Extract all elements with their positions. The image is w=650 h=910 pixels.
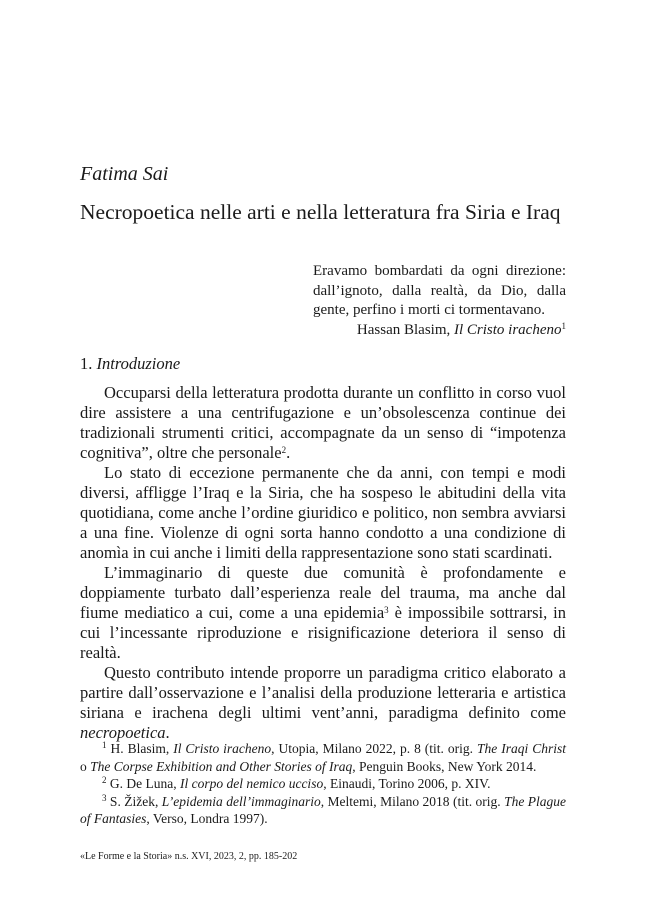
paragraph-1-text: Occuparsi della letteratura prodotta durante un conflitto in corso vuol dire assistere a una centrifugazione e un’obsolescenza continue dei tradizionali strumenti critici, accompagnate da un senso di “impotenza cognitiva”, oltre che personale [80, 383, 566, 462]
paragraph-3-text-a: L’immaginario di queste due comunità è profondamente e doppiamente turbato dall’esperienza reale del trauma, ma anche dal fiume mediatico a cui, come a una epidemia [80, 563, 566, 622]
footnote-1-italic: The Iraqi Christ [477, 741, 566, 756]
paragraph-1-end: . [286, 443, 291, 462]
footnote-1-italic: Il Cristo iracheno [173, 741, 272, 756]
journal-footer: «Le Forme e la Storia» n.s. XVI, 2023, 2, pp. 185-202 [80, 851, 298, 862]
footnote-3-number: 3 [102, 792, 107, 803]
paragraph-3-text-b: è impossibile sottrarsi, in cui l’incessante riproduzione e risignificazione deteriora il senso di realtà. [80, 603, 566, 662]
footnote-1-part: H. Blasim, [106, 741, 174, 756]
footnote-3-part: , Verso, Londra 1997). [146, 811, 268, 827]
footnote-ref-1: 1 [561, 320, 566, 331]
footnotes [80, 740, 566, 828]
paragraph-1 [80, 383, 566, 463]
paragraph-4 [80, 663, 566, 743]
article-title: Necropoetica nelle arti e nella letteratura fra Siria e Iraq [80, 200, 561, 224]
paragraph-4-text: Questo contributo intende proporre un paradigma critico elaborato a partire dall’osservazione e l’analisi della produzione letteraria e artistica siriana e irachena degli ultimi vent’anni, paradigma definito come [80, 663, 566, 722]
footnote-2-italic: Il corpo del nemico ucciso [179, 776, 324, 792]
footnote-ref-3: 3 [384, 605, 389, 615]
footnote-2-part: G. De Luna, [106, 776, 180, 792]
footnote-ref-2: 2 [281, 445, 287, 455]
epigraph-attribution-work: Il Cristo iracheno [454, 321, 562, 338]
footnote-1-part: , Utopia, Milano 2022, p. 8 (tit. orig. [271, 741, 478, 756]
footnote-2-number: 2 [102, 775, 107, 786]
epigraph [313, 262, 566, 340]
section-heading [80, 354, 180, 374]
footnote-2-part: , Einaudi, Torino 2006, p. XIV. [323, 776, 491, 792]
footnote-1-part: , Penguin Books, New York 2014. [352, 758, 537, 774]
footnote-3-italic: The Plague of Fantasies [80, 793, 566, 827]
footnote-2 [80, 775, 566, 793]
footnote-1-part: o [80, 758, 91, 774]
paragraph-4-end: . [165, 723, 170, 742]
epigraph-attribution [313, 321, 566, 341]
footnote-3-part: , Meltemi, Milano 2018 (tit. orig. [320, 793, 505, 809]
footnote-3-part: S. Žižek, [106, 793, 162, 809]
author-name: Fatima Sai [80, 163, 169, 185]
epigraph-attribution-author: Hassan Blasim, [356, 321, 451, 338]
section-title: Introduzione [96, 354, 181, 373]
footnote-3-italic: L’epidemia dell’immaginario [161, 793, 321, 809]
footnote-1-italic: The Corpse Exhibition and Other Stories of Iraq [90, 758, 353, 774]
footnote-3 [80, 793, 566, 828]
body-text [80, 383, 566, 743]
section-number: 1. [80, 354, 93, 373]
epigraph-text: Eravamo bombardati da ogni direzione: dall’ignoto, dalla realtà, da Dio, dalla gente, perfino i morti ci tormentavano. [313, 263, 566, 318]
paragraph-4-term: necropoetica [80, 723, 166, 742]
footnote-1 [80, 740, 566, 775]
footnote-1-number: 1 [102, 740, 107, 750]
paragraph-2: Lo stato di eccezione permanente che da anni, con tempi e modi diversi, affligge l’Iraq e la Siria, che ha sospeso le abitudini della vita quotidiana, come anche l’ordine giuridico e politico, non sembra avviarsi a una fine. Violenze di ogni sorta hanno condotto a una condizione di anomìa in cui anche i limiti della rappresentazione sono stati scardinati. [80, 463, 566, 562]
paragraph-3 [80, 563, 566, 663]
